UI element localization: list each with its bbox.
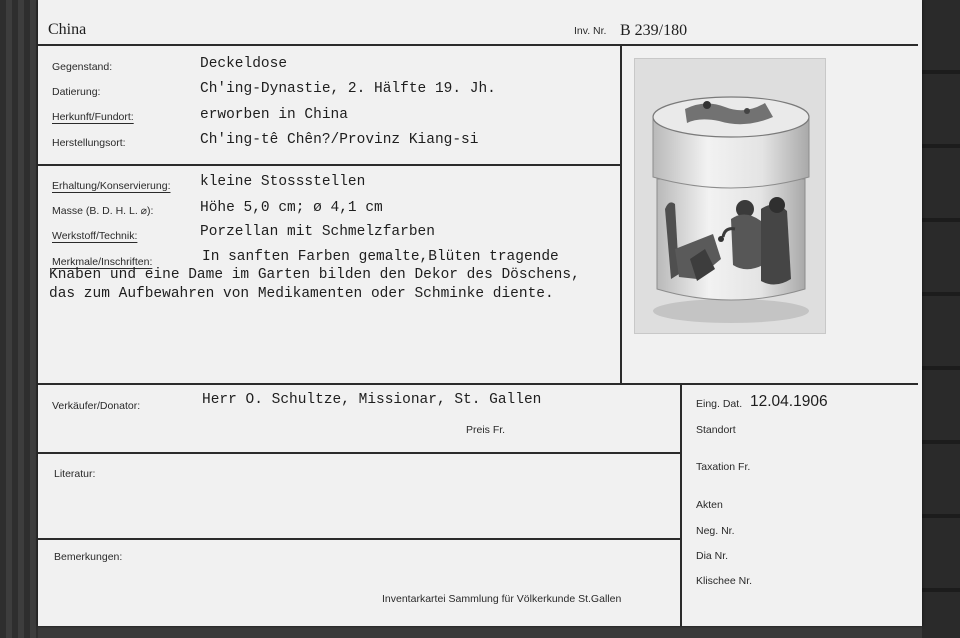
merkmale-line-2: Knaben und eine Dame im Garten bilden den Dekor des Döschens,: [49, 267, 580, 283]
divider-section-3: [38, 452, 680, 454]
country-heading: China: [48, 21, 87, 38]
inventory-card: [38, 0, 922, 626]
masse-value: Höhe 5,0 cm; ø 4,1 cm: [200, 200, 383, 216]
standort-label: Standort: [696, 424, 736, 436]
herstellungsort-value: Ch'ing-tê Chên?/Provinz Kiang-si: [200, 132, 479, 148]
werkstoff-value: Porzellan mit Schmelzfarben: [200, 224, 435, 240]
footer-institution: Inventarkartei Sammlung für Völkerkunde St.Gallen: [382, 593, 622, 605]
background-right-edge: [922, 0, 960, 638]
bemerkungen-label: Bemerkungen:: [54, 551, 123, 563]
divider-section-4: [38, 538, 680, 540]
datierung-value: Ch'ing-Dynastie, 2. Hälfte 19. Jh.: [200, 81, 496, 97]
taxation-label: Taxation Fr.: [696, 461, 751, 473]
divider-header: [38, 44, 918, 46]
seller-label: [52, 400, 140, 412]
herkunft-value: erworben in China: [200, 107, 348, 123]
werkstoff-label: Werkstoff/Technik:: [52, 230, 138, 242]
masse-label: Masse (B. D. H. L. ⌀):: [52, 205, 154, 217]
price-label: Preis Fr.: [466, 424, 506, 436]
inventory-number-label: Inv. Nr.: [574, 25, 607, 37]
eing-dat-value: 12.04.1906: [750, 393, 828, 410]
merkmale-label: Merkmale/Inschriften:: [52, 256, 153, 268]
akten-label: Akten: [696, 499, 723, 511]
datierung-label: Datierung:: [52, 86, 101, 98]
herstellungsort-label: Herstellungsort:: [52, 137, 126, 149]
erhaltung-label: Erhaltung/Konservierung:: [52, 180, 171, 192]
merkmale-line-3: das zum Aufbewahren von Medikamenten oder Schminke diente.: [49, 286, 554, 302]
lidded-box-image: [635, 59, 825, 333]
gegenstand-value: Deckeldose: [200, 56, 288, 72]
neg-nr-label: Neg. Nr.: [696, 525, 735, 537]
divider-section-1: [38, 164, 620, 166]
erhaltung-value: kleine Stossstellen: [200, 174, 366, 190]
klischee-nr-label: Klischee Nr.: [696, 575, 753, 587]
divider-section-2: [38, 383, 918, 385]
eing-dat-label: Eing. Dat.: [696, 398, 743, 410]
dia-nr-label: Dia Nr.: [696, 550, 729, 562]
seller-label-text: Verkäufer/Donator:: [52, 400, 141, 412]
merkmale-line-1: In sanften Farben gemalte,Blüten tragende: [202, 249, 559, 265]
herkunft-label: Herkunft/Fundort:: [52, 111, 134, 123]
background-left-edge: [0, 0, 38, 638]
seller-value: Herr O. Schultze, Missionar, St. Gallen: [202, 392, 542, 408]
object-photo: [634, 58, 826, 334]
literatur-label: Literatur:: [54, 468, 96, 480]
gegenstand-label: Gegenstand:: [52, 61, 113, 73]
divider-right-panel: [680, 383, 682, 626]
inventory-number: B 239/180: [620, 22, 688, 39]
divider-photo-column: [620, 44, 622, 384]
